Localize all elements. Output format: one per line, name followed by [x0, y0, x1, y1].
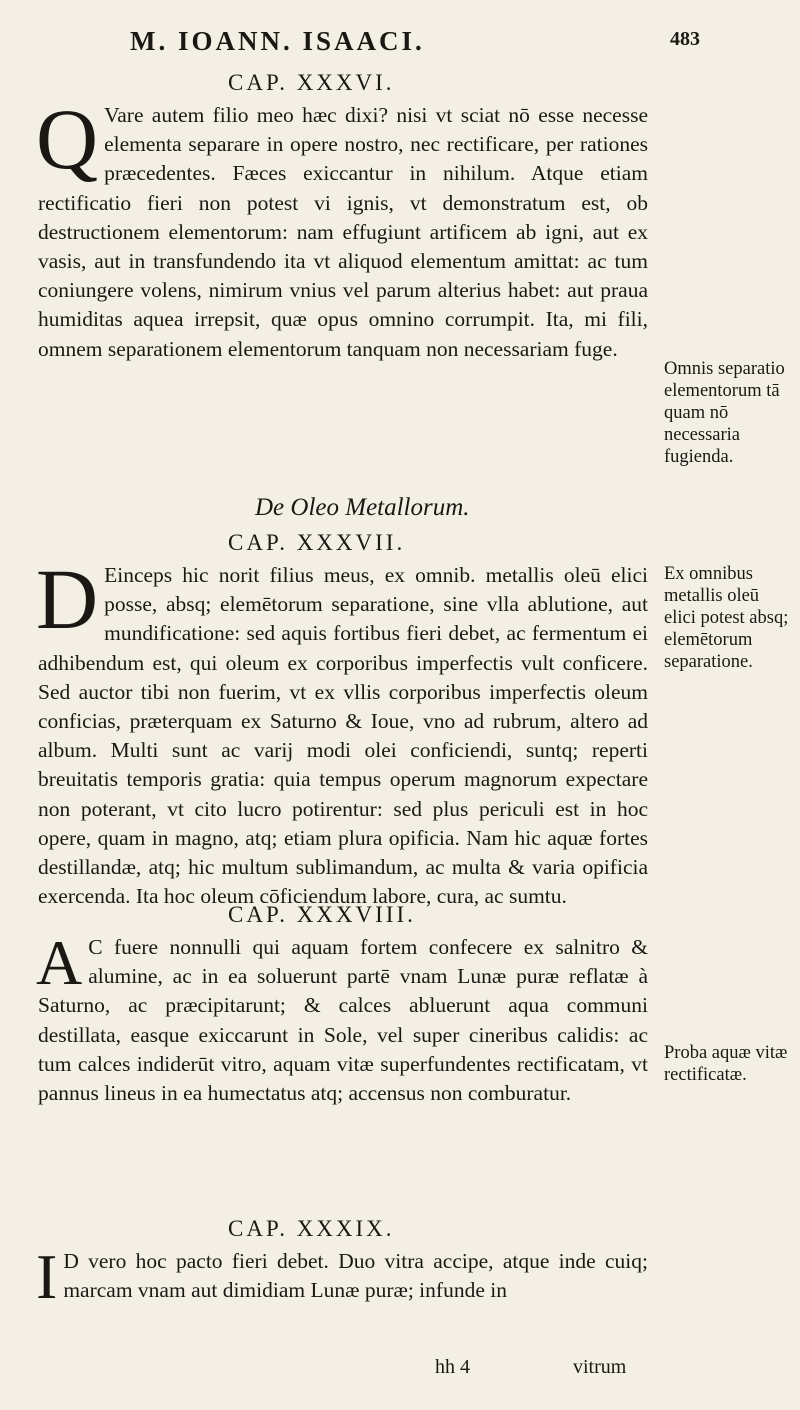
chapter-38-paragraph: C fuere nonnulli qui aquam fortem confecere ex salnitro & alumine, ac in ea soluerunt partē vnam Lunæ puræ reflatæ à Saturno, ac præcipitarunt; & calces abluerunt aqua communi destillata, easque exiccarunt in Sole, vel super cineribus calidis: ac tum calces indiderūt vitro, aquam vitæ superfundentes rectificatam, vt pannus lineus in ea humectatus atq; accensus non comburatur. [38, 935, 648, 1106]
chapter-36-paragraph: Vare autem filio meo hæc dixi? nisi vt sciat nō esse necesse elementa separare in opere nostro, nec rectificare, per rationes præcedentes. Fæces exiccantur in nihilum. Atque etiam rectificatio fieri non potest vi ignis, vt demonstratum est, ob destructionem elementorum: nam effugiunt artificem ab igni, aut ex vasis, aut in transfundendo ita vt aliquod elementum amittat: ac tum coniungere volens, nimirum vnius vel parum alterius habet: aut praua humiditas aquea irrepsit, quæ opus omnino corrumpit. Ita, mi fili, omnem separationem elementorum tanquam non necessariam fuge. [38, 103, 648, 361]
chapter-38-text [36, 927, 648, 1106]
marginal-note-2: Ex omnibus metallis oleū elici potest absq; elemētorum separatione. [664, 564, 789, 672]
chapter-heading-39: CAP. XXXIX. [228, 1216, 395, 1241]
chapter-39-text [36, 1241, 648, 1317]
page-number: 483 [670, 28, 700, 50]
running-title: M. IOANN. ISAACI. [130, 26, 425, 56]
signature-mark: hh 4 [435, 1356, 470, 1378]
chapter-heading-37: CAP. XXXVII. [228, 530, 406, 555]
chapter-39-paragraph: D vero hoc pacto fieri debet. Duo vitra accipe, atque inde cuiq; marcam vnam aut dimidiam Lunæ puræ; infunde in [63, 1249, 648, 1303]
section-subtitle: De Oleo Metallorum. [255, 494, 470, 521]
marginal-note-3: Proba aquæ vitæ rectificatæ. [664, 1043, 788, 1085]
dropcap-q: Q [36, 91, 99, 187]
chapter-heading-38: CAP. XXXVIII. [228, 902, 416, 927]
dropcap-i: I [36, 1241, 58, 1312]
chapter-heading-36: CAP. XXXVI. [228, 70, 395, 95]
running-head [130, 26, 700, 57]
catchword: vitrum [573, 1356, 627, 1378]
dropcap-a: A [36, 927, 83, 998]
chapter-37-text [36, 551, 648, 909]
chapter-37-paragraph: Einceps hic norit filius meus, ex omnib. metallis oleū elici posse, absq; elemētorum separatione, sine vlla ablutione, aut mundificatione: sed aquis fortibus fieri debet, ac fermentum ei adhibendum est, qui oleum ex corporibus imperfectis vult conficere. Sed auctor tibi non fuerim, vt ex vllis corporibus imperfectis oleum conficias, præterquam ex Saturno & Ioue, vno ad rubrum, altero ad album. Multi sunt ac varij modi olei conficiendi, suntq; reperti breuitatis temporis gratia: quia tempus operum magnorum expectare non poterant, vt cito lucro potirentur: sed plus periculi est in hoc opere, quam in magno, atq; etiam plura opificia. Nam hic aquæ fortes destillandæ, atq; hic multum sublimandum, ac multa & varia opificia exercenda. Ita hoc oleum cōficiendum labore, cura, ac sumtu. [38, 563, 648, 909]
chapter-36-text [36, 91, 648, 431]
marginal-note-1: Omnis separatio elementorum tā quam nō necessaria fugienda. [664, 359, 785, 467]
dropcap-d: D [36, 551, 99, 647]
